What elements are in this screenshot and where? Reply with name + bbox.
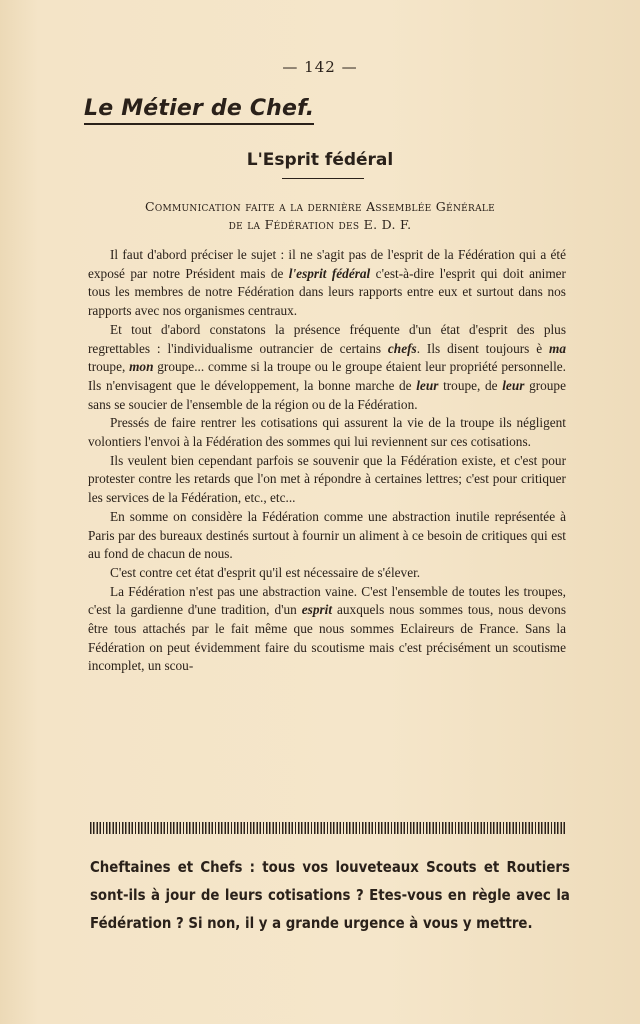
paragraph: Pressés de faire rentrer les cotisations qui assurent la vie de la troupe ils négligent volontiers l'envoi à la Fédération des sommes qui lui reviennent sur ces cotisations. [88,415,566,450]
title-underline [282,178,364,179]
subheading-line-2: de la Fédération des E. D. F. [228,217,412,232]
section-title: Le Métier de Chef. [84,96,314,125]
paragraph: C'est contre cet état d'esprit qu'il est nécessaire de s'élever. [110,564,421,580]
paragraph: En somme on considère la Fédération comme une abstraction inutile représentée à Paris par des bureaux destinés surtout à fournir un aliment à ce besoin de critiques qui est au fond de chacun de nous. [88,508,566,562]
paragraph: Ils veulent bien cependant parfois se souvenir que la Fédération existe, et c'est pour protester contre les retards que l'on met à répondre à certaines lettres; c'est pour critiquer les services de la Fédération, etc., etc... [88,452,566,506]
subheading-line-1: Communication faite a la dernière Assemblée Générale [144,199,496,214]
paragraph: La Fédération n'est pas une abstraction vaine. C'est l'ensemble de toutes les troupes, c'est la gardienne d'une tradition, d'un esprit auxquels nous sommes tous, nous devons être tous attachés par le fait même que nous sommes Eclaireurs de France. Sans la Fédération on peut évidemment faire du scoutisme mais c'est précisément un scoutisme incomplet, un scou- [88,583,566,674]
page-number: — 142 — [282,58,358,76]
dues-notice: Cheftaines et Chefs : tous vos louveteaux Scouts et Routiers sont-ils à jour de leurs cotisations ? Etes-vous en règle avec la Fédération ? Si non, il y a grande urgence à vous y mettre. [90,858,570,932]
article-subheading [88,198,552,234]
article-title: L'Esprit fédéral [246,150,394,170]
decorative-separator [90,822,566,834]
article-body [88,246,566,676]
paragraph: Et tout d'abord constatons la présence fréquente d'un état d'esprit des plus regrettables : l'individualisme outrancier de certains chefs. Ils disent toujours è ma troupe, mon groupe... comme si la troupe ou le groupe étaient leur propriété personnelle. Ils n'envisagent que le développement, la bonne marche de leur troupe, de leur groupe sans se soucier de l'ensemble de la région ou de la Fédération. [88,321,566,412]
paragraph: Il faut d'abord préciser le sujet : il ne s'agit pas de l'esprit de la Fédération qui a été exposé par notre Président mais de l'esprit fédéral c'est-à-dire l'esprit qui doit animer tous les membres de notre Fédération dans leurs rapports entre eux et surtout dans nos rapports avec nos organismes centraux. [88,247,566,319]
